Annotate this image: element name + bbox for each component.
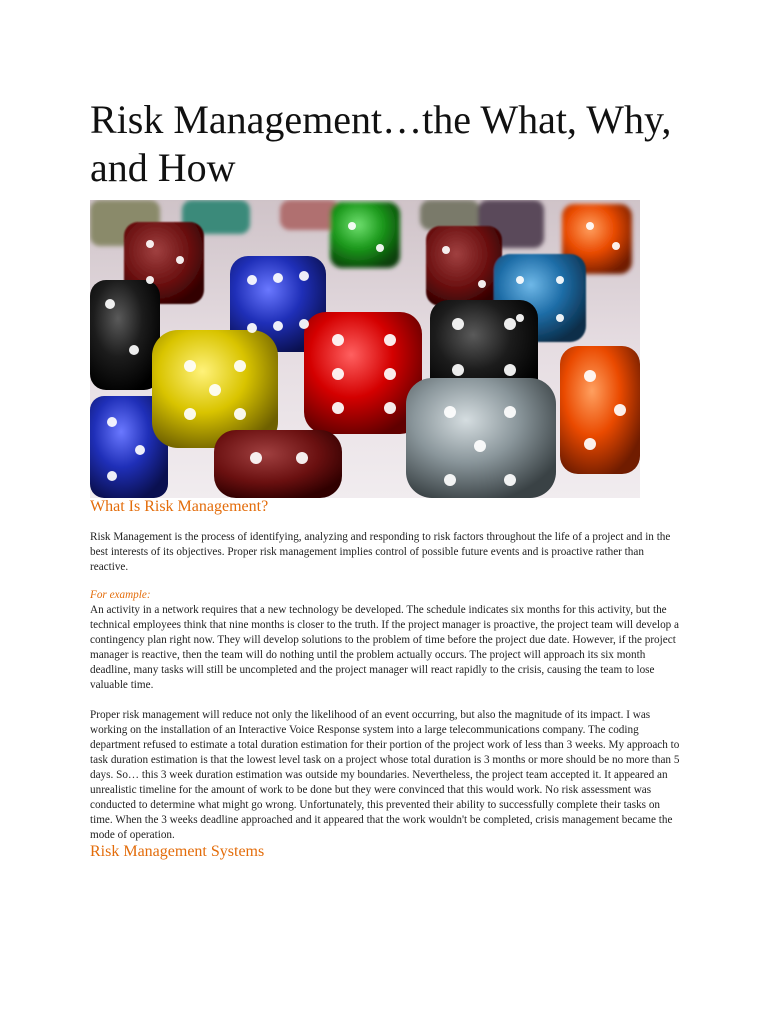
paragraph-definition: Risk Management is the process of identifying, analyzing and responding to risk factors throughout the life of a project and in the best interests of its objectives. Proper risk management implies control of possible future events and is proactive rather than reactive.	[90, 531, 671, 573]
dice-photo	[90, 200, 640, 498]
document-body	[90, 96, 680, 861]
example-label: For example:	[90, 589, 151, 601]
paragraph-anecdote: Proper risk management will reduce not only the likelihood of an event occurring, but also the magnitude of its impact. I was working on the installation of an Interactive Voice Response system into a large telecommunications company. The coding department refused to estimate a total duration estimation for their portion of the project work of less than 3 weeks. My approach to task duration estimation is that the lowest level task on a project whose total duration is 3 months or more should be no more than 5 days. So… this 3 week duration estimation was outside my boundaries. Nevertheless, the project team accepted it. It appeared an unrealistic timeline for the amount of work to be done but they were convinced that this would work. No risk assessment was conducted to determine what might go wrong. Unfortunately, this prevented their ability to successfully complete their tasks on time. When the 3 weeks deadline approached and it appeared that the work wouldn't be completed, crisis management became the mode of operation.	[90, 709, 680, 841]
section-heading-systems: Risk Management Systems	[90, 843, 265, 860]
paragraph-example: An activity in a network requires that a new technology be developed. The schedule indicates six months for this activity, but the technical employees think that nine months is closer to the truth. If the project manager is proactive, the project team will develop a contingency plan right now. They will develop solutions to the problem of time before the project due date. However, if the project manager is reactive, then the team will do nothing until the problem actually occurs. The project will approach its six month deadline, many tasks will still be uncompleted and the project manager will react rapidly to the crisis, causing the team to lose valuable time.	[90, 604, 680, 691]
document-title: Risk Management…the What, Why, and How	[90, 97, 672, 190]
section-heading-what-is: What Is Risk Management?	[90, 498, 269, 515]
